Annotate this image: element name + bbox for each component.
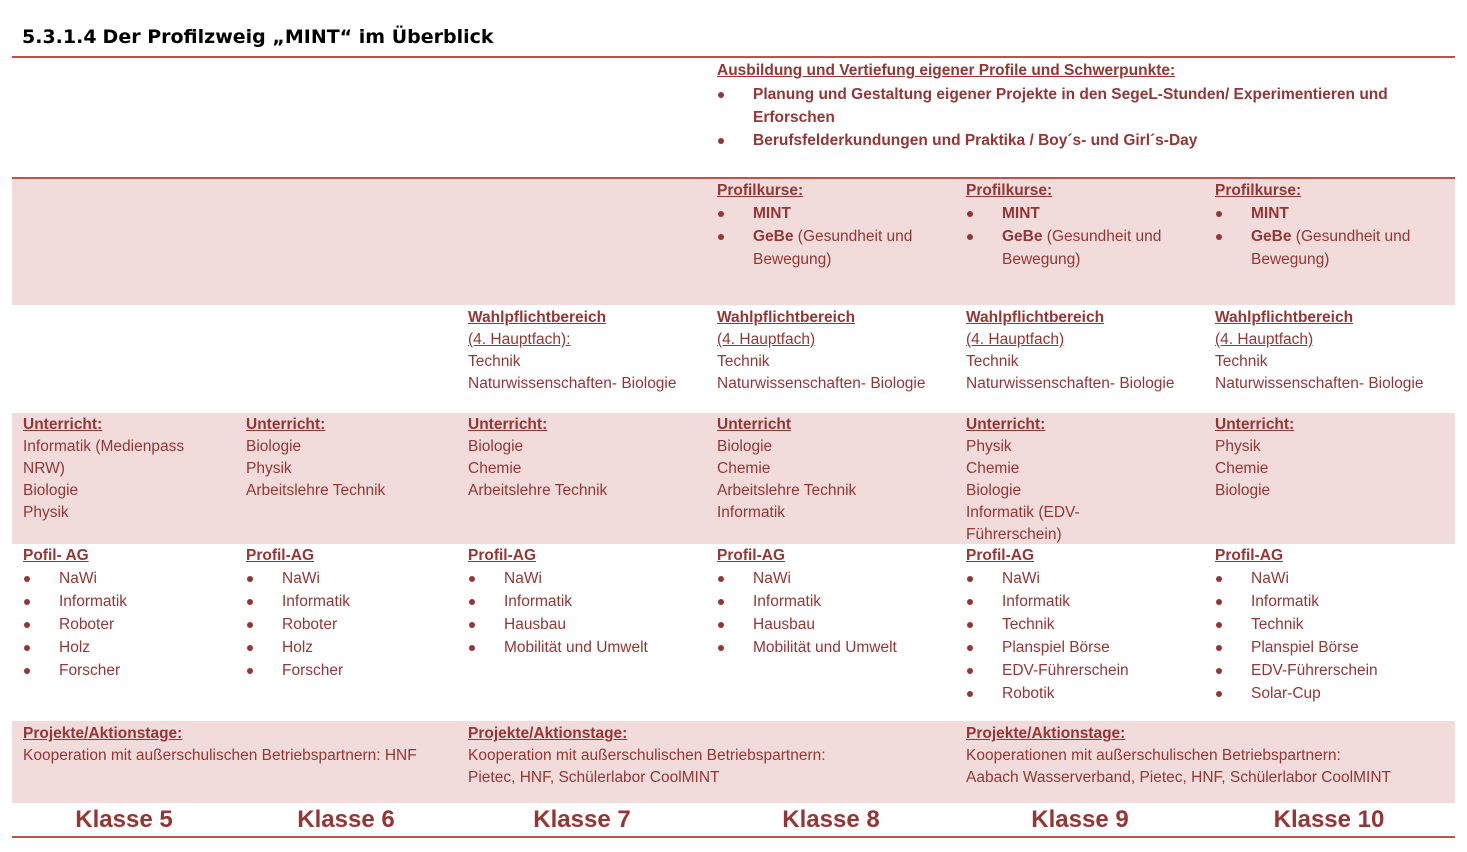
profilkurse-heading: Profilkurse: bbox=[1215, 182, 1302, 199]
subject-line: Chemie bbox=[717, 460, 771, 477]
wahlpflicht-k10 bbox=[1215, 307, 1455, 395]
profilkurse-list bbox=[966, 202, 1201, 271]
list-item: Robotik bbox=[966, 682, 1206, 705]
profil-ag-list bbox=[23, 567, 233, 682]
projekte-text: Kooperationen mit außerschulischen Betriebspartnern: bbox=[966, 747, 1341, 764]
unterricht-heading: Unterricht bbox=[717, 416, 792, 433]
profil-ag-heading: Profil-AG bbox=[468, 547, 537, 564]
profilkurse-heading: Profilkurse: bbox=[966, 182, 1053, 199]
list-item: NaWi bbox=[717, 567, 957, 590]
list-item: Planspiel Börse bbox=[1215, 636, 1455, 659]
wahlpflicht-line: Naturwissenschaften- Biologie bbox=[1215, 375, 1424, 392]
list-item: MINT bbox=[1215, 202, 1450, 225]
subject-line: Biologie bbox=[246, 438, 302, 455]
list-item: Informatik bbox=[468, 590, 708, 613]
list-item: Forscher bbox=[246, 659, 456, 682]
list-item: Planung und Gestaltung eigener Projekte in den SegeL-Stunden/ Experimentieren und Erforschen bbox=[717, 83, 1417, 129]
list-item: Informatik bbox=[717, 590, 957, 613]
subject-line: Informatik (Medienpass NRW) bbox=[23, 438, 185, 477]
profil-ag-k8 bbox=[717, 545, 957, 659]
profil-ag-k9 bbox=[966, 545, 1206, 705]
ausbildung-block bbox=[717, 60, 1417, 152]
unterricht-k8 bbox=[717, 414, 957, 524]
subject-line: Chemie bbox=[468, 460, 522, 477]
profil-ag-k6 bbox=[246, 545, 456, 682]
list-item: Technik bbox=[966, 613, 1206, 636]
projekte-heading: Projekte/Aktionstage: bbox=[966, 725, 1126, 742]
wahlpflicht-heading: Wahlpflichtbereich bbox=[717, 309, 856, 326]
klasse-5-label: Klasse 5 bbox=[75, 806, 173, 833]
projekte-k7-8 bbox=[468, 723, 958, 789]
gebe-description: (Gesundheit und Bewegung) bbox=[753, 228, 913, 268]
list-item: MINT bbox=[717, 202, 952, 225]
profil-ag-heading: Pofil- AG bbox=[23, 547, 89, 564]
profilkurse-k9 bbox=[966, 180, 1201, 271]
projekte-heading: Projekte/Aktionstage: bbox=[468, 725, 628, 742]
gebe-label: GeBe bbox=[1251, 228, 1292, 245]
list-item: Informatik bbox=[23, 590, 233, 613]
profil-ag-list bbox=[966, 567, 1206, 705]
profilkurse-k10 bbox=[1215, 180, 1450, 271]
ausbildung-list bbox=[717, 83, 1417, 152]
list-item: Planspiel Börse bbox=[966, 636, 1206, 659]
profil-ag-list bbox=[717, 567, 957, 659]
profilkurse-k8 bbox=[717, 180, 952, 271]
list-item: Solar-Cup bbox=[1215, 682, 1455, 705]
list-item: NaWi bbox=[1215, 567, 1455, 590]
subject-line: Physik bbox=[246, 460, 292, 477]
top-rule bbox=[12, 56, 1455, 58]
profil-ag-k5 bbox=[23, 545, 233, 682]
wahlpflicht-sub: (4. Hauptfach): bbox=[468, 331, 571, 348]
bottom-rule bbox=[12, 836, 1455, 838]
wahlpflicht-heading: Wahlpflichtbereich bbox=[966, 309, 1105, 326]
unterricht-heading: Unterricht: bbox=[966, 416, 1046, 433]
subject-line: Physik bbox=[1215, 438, 1261, 455]
projekte-k9-10 bbox=[966, 723, 1451, 789]
wahlpflicht-heading: Wahlpflichtbereich bbox=[1215, 309, 1354, 326]
profil-ag-list bbox=[1215, 567, 1455, 705]
subject-line: Arbeitslehre Technik bbox=[717, 482, 857, 499]
gebe-label: GeBe bbox=[753, 228, 794, 245]
subject-line: Physik bbox=[966, 438, 1012, 455]
unterricht-k9 bbox=[966, 414, 1126, 546]
klasse-6-label: Klasse 6 bbox=[297, 806, 395, 833]
list-item: Technik bbox=[1215, 613, 1455, 636]
wahlpflicht-line: Naturwissenschaften- Biologie bbox=[966, 375, 1175, 392]
wahlpflicht-k7 bbox=[468, 307, 708, 395]
wahlpflicht-k9 bbox=[966, 307, 1206, 395]
profil-ag-list bbox=[246, 567, 456, 682]
unterricht-k5 bbox=[23, 414, 228, 524]
unterricht-k7 bbox=[468, 414, 708, 502]
profil-ag-k10 bbox=[1215, 545, 1455, 705]
wahlpflicht-heading: Wahlpflichtbereich bbox=[468, 309, 607, 326]
projekte-text: Pietec, HNF, Schülerlabor CoolMINT bbox=[468, 769, 720, 786]
wahlpflicht-line: Naturwissenschaften- Biologie bbox=[468, 375, 677, 392]
wahlpflicht-line: Technik bbox=[717, 353, 770, 370]
list-item: EDV-Führerschein bbox=[1215, 659, 1455, 682]
list-item: Holz bbox=[23, 636, 233, 659]
list-item: Forscher bbox=[23, 659, 233, 682]
wahlpflicht-line: Technik bbox=[966, 353, 1019, 370]
subject-line: Chemie bbox=[1215, 460, 1269, 477]
subject-line: Biologie bbox=[966, 482, 1022, 499]
unterricht-heading: Unterricht: bbox=[246, 416, 326, 433]
list-item: Holz bbox=[246, 636, 456, 659]
profilkurse-list bbox=[717, 202, 952, 271]
subject-line: Arbeitslehre Technik bbox=[246, 482, 386, 499]
subject-line: Biologie bbox=[1215, 482, 1271, 499]
subject-line: Biologie bbox=[23, 482, 79, 499]
list-item: Informatik bbox=[246, 590, 456, 613]
list-item: NaWi bbox=[468, 567, 708, 590]
list-item: Roboter bbox=[23, 613, 233, 636]
subject-line: Biologie bbox=[468, 438, 524, 455]
subject-line: Chemie bbox=[966, 460, 1020, 477]
profil-ag-heading: Profil-AG bbox=[1215, 547, 1284, 564]
list-item: Hausbau bbox=[717, 613, 957, 636]
section-heading: Der Profilzweig „MINT“ im Überblick bbox=[102, 26, 494, 48]
wahlpflicht-k8 bbox=[717, 307, 957, 395]
list-item: Informatik bbox=[1215, 590, 1455, 613]
list-item: EDV-Führerschein bbox=[966, 659, 1206, 682]
projekte-k5-6 bbox=[23, 723, 463, 767]
projekte-text: Aabach Wasserverband, Pietec, HNF, Schülerlabor CoolMINT bbox=[966, 769, 1391, 786]
gebe-label: GeBe bbox=[1002, 228, 1043, 245]
list-item: MINT bbox=[966, 202, 1201, 225]
list-item: Hausbau bbox=[468, 613, 708, 636]
profil-ag-list bbox=[468, 567, 708, 659]
list-item: NaWi bbox=[246, 567, 456, 590]
list-item: NaWi bbox=[23, 567, 233, 590]
unterricht-heading: Unterricht: bbox=[23, 416, 103, 433]
wahlpflicht-line: Technik bbox=[1215, 353, 1268, 370]
subject-line: Informatik (EDV-Führerschein) bbox=[966, 504, 1080, 543]
list-item bbox=[717, 225, 952, 271]
subject-line: Arbeitslehre Technik bbox=[468, 482, 608, 499]
wahlpflicht-line: Naturwissenschaften- Biologie bbox=[717, 375, 926, 392]
unterricht-heading: Unterricht: bbox=[468, 416, 548, 433]
wahlpflicht-sub: (4. Hauptfach) bbox=[1215, 331, 1314, 348]
profilkurse-heading: Profilkurse: bbox=[717, 182, 804, 199]
klasse-7-label: Klasse 7 bbox=[533, 806, 631, 833]
list-item: Roboter bbox=[246, 613, 456, 636]
unterricht-k10 bbox=[1215, 414, 1455, 502]
list-item: Mobilität und Umwelt bbox=[468, 636, 708, 659]
list-item bbox=[966, 225, 1201, 271]
unterricht-k6 bbox=[246, 414, 456, 502]
projekte-text: Kooperation mit außerschulischen Betriebspartnern: bbox=[468, 747, 826, 764]
list-item: Informatik bbox=[966, 590, 1206, 613]
profil-ag-heading: Profil-AG bbox=[717, 547, 786, 564]
unterricht-heading: Unterricht: bbox=[1215, 416, 1295, 433]
profilkurse-list bbox=[1215, 202, 1450, 271]
projekte-heading: Projekte/Aktionstage: bbox=[23, 725, 183, 742]
profil-ag-heading: Profil-AG bbox=[246, 547, 315, 564]
list-item bbox=[1215, 225, 1450, 271]
klasse-9-label: Klasse 9 bbox=[1031, 806, 1129, 833]
list-item: Mobilität und Umwelt bbox=[717, 636, 957, 659]
gebe-description: (Gesundheit und Bewegung) bbox=[1251, 228, 1411, 268]
ausbildung-heading: Ausbildung und Vertiefung eigener Profile und Schwerpunkte: bbox=[717, 62, 1176, 79]
profil-ag-k7 bbox=[468, 545, 708, 659]
list-item: NaWi bbox=[966, 567, 1206, 590]
gebe-description: (Gesundheit und Bewegung) bbox=[1002, 228, 1162, 268]
profil-ag-heading: Profil-AG bbox=[966, 547, 1035, 564]
wahlpflicht-sub: (4. Hauptfach) bbox=[966, 331, 1065, 348]
klasse-10-label: Klasse 10 bbox=[1273, 806, 1385, 833]
wahlpflicht-line: Technik bbox=[468, 353, 521, 370]
section-title bbox=[22, 26, 494, 48]
subject-line: Physik bbox=[23, 504, 69, 521]
subject-line: Informatik bbox=[717, 504, 786, 521]
wahlpflicht-sub: (4. Hauptfach) bbox=[717, 331, 816, 348]
section-number: 5.3.1.4 bbox=[22, 26, 97, 48]
klasse-8-label: Klasse 8 bbox=[782, 806, 880, 833]
subject-line: Biologie bbox=[717, 438, 773, 455]
projekte-text: Kooperation mit außerschulischen Betriebspartnern: HNF bbox=[23, 747, 417, 764]
list-item: Berufsfelderkundungen und Praktika / Boy´s- und Girl´s-Day bbox=[717, 129, 1417, 152]
